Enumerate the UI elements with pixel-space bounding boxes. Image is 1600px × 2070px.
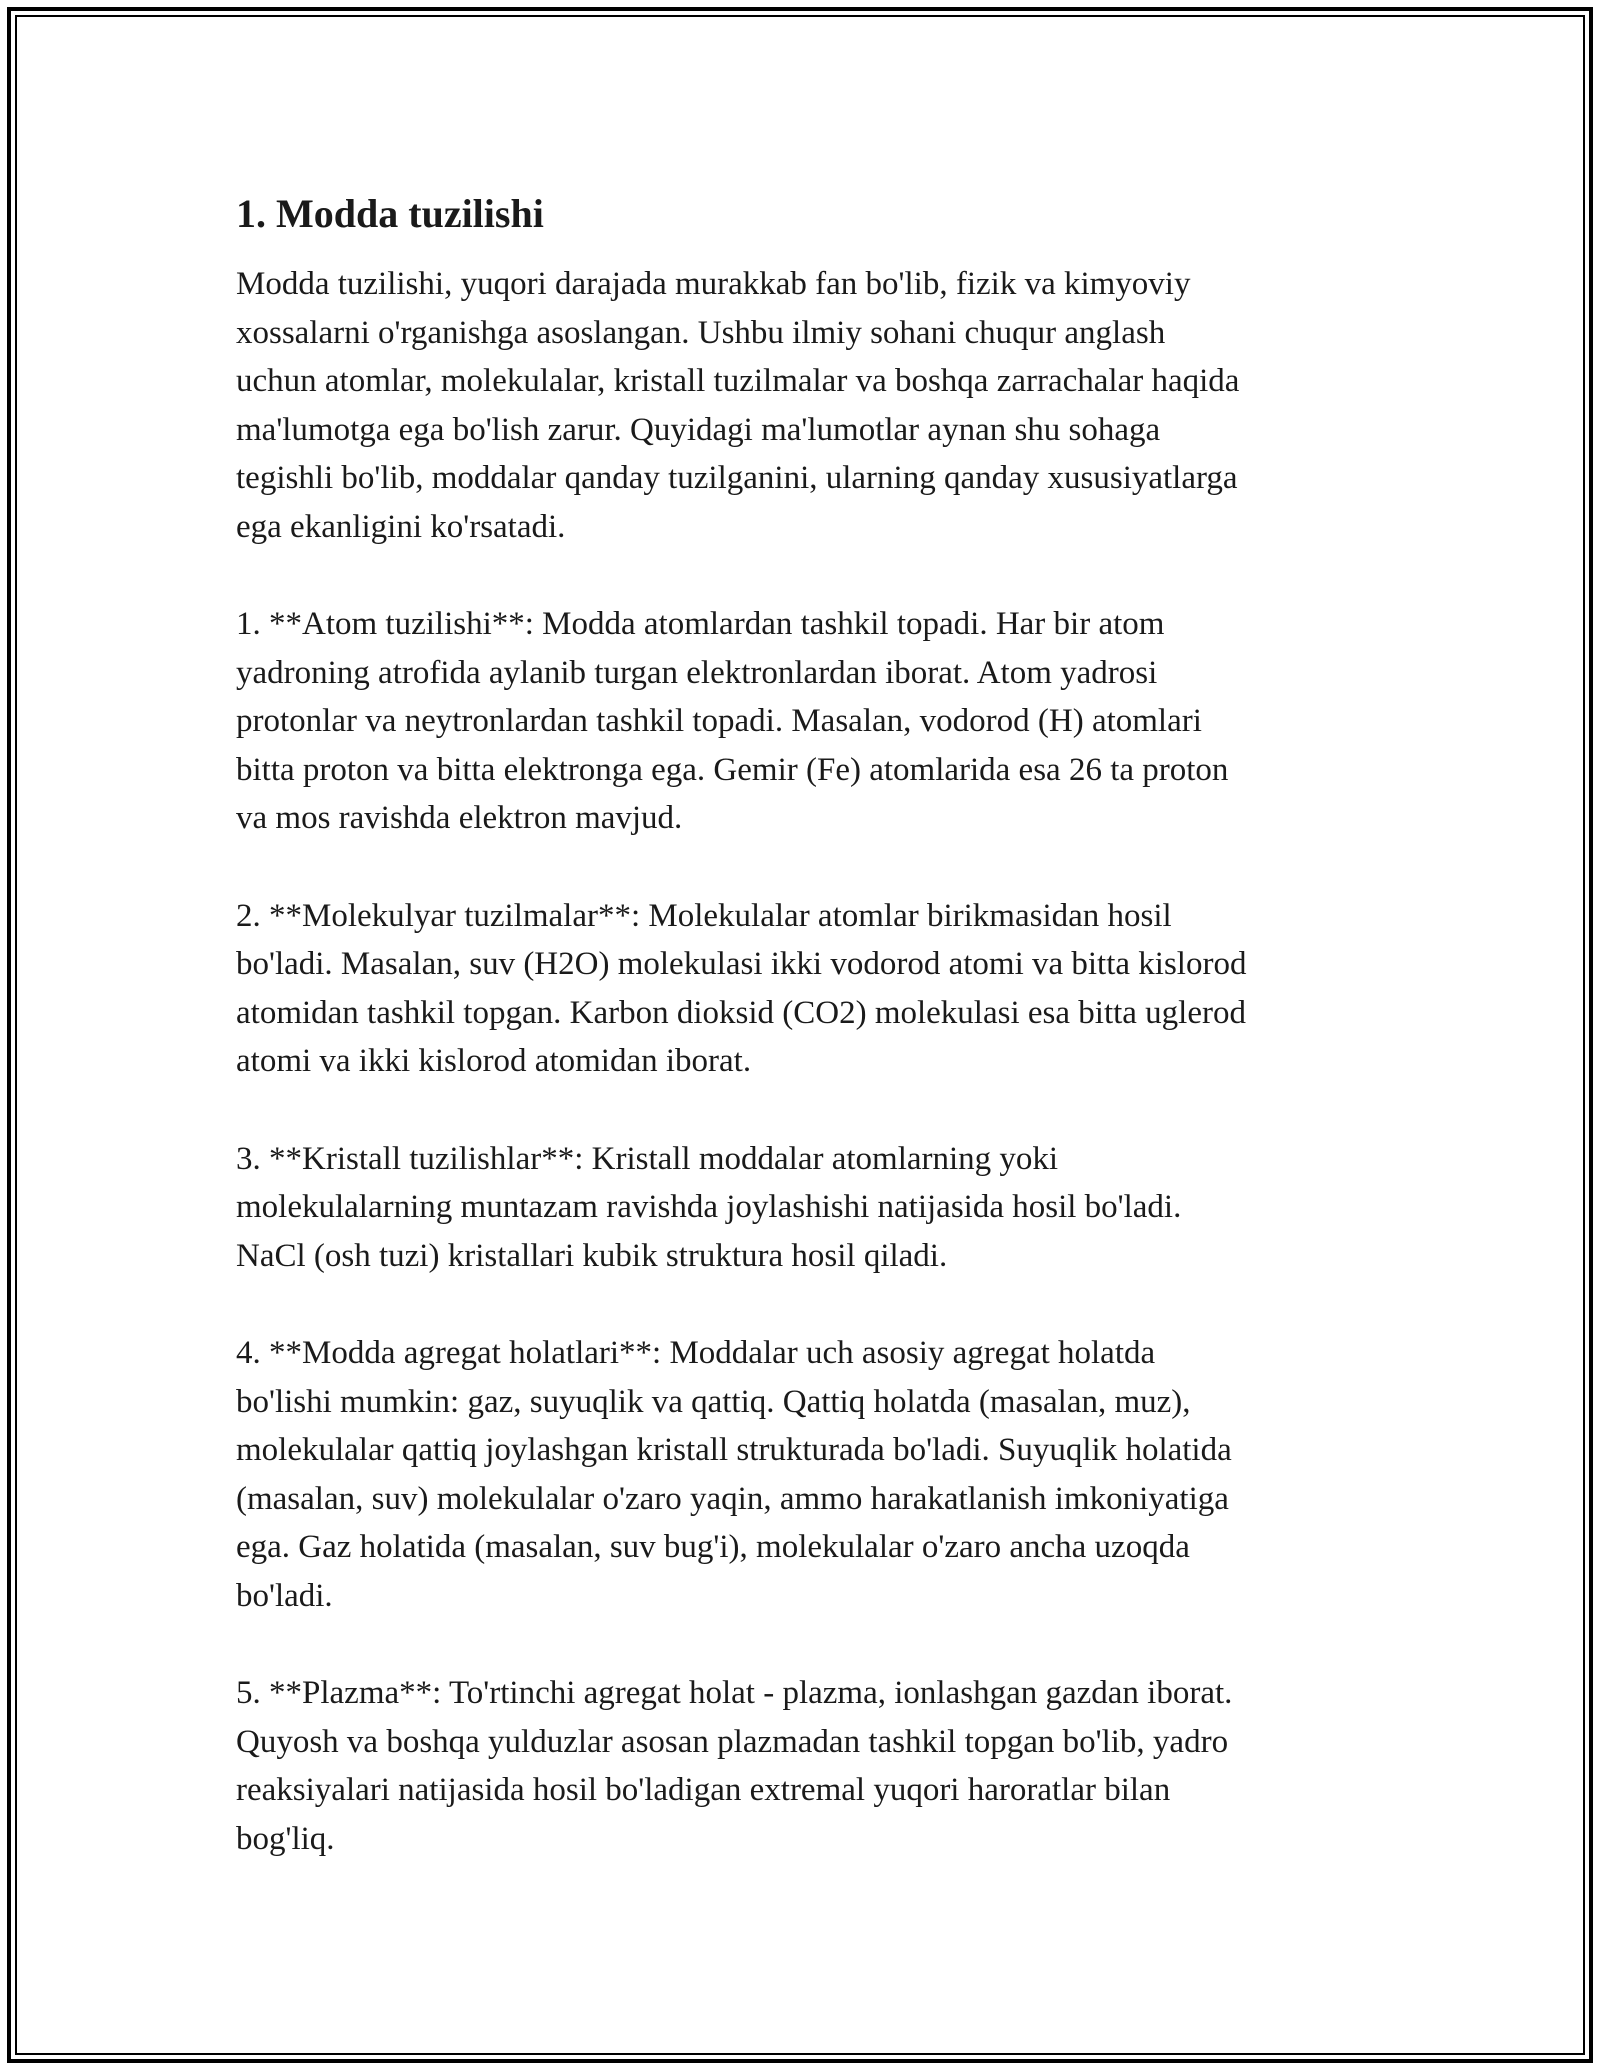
text-line: bo'ladi. (236, 1577, 333, 1614)
text-line: ega. Gaz holatida (masalan, suv bug'i), molekulalar o'zaro ancha uzoqda (236, 1529, 1190, 1565)
paragraph-intro (236, 260, 1386, 551)
text-line: bo'ladi. Masalan, suv (H2O) molekulasi ikki vodorod atomi va bitta kislorod (236, 946, 1247, 982)
text-line: va mos ravishda elektron mavjud. (236, 800, 683, 836)
text-line: uchun atomlar, molekulalar, kristall tuzilmalar va boshqa zarrachalar haqida (236, 363, 1240, 399)
text-line: 1. **Atom tuzilishi**: Modda atomlardan tashkil topadi. Har bir atom (236, 606, 1165, 642)
text-line: atomidan tashkil topgan. Karbon dioksid (CO2) molekulasi esa bitta uglerod (236, 994, 1246, 1031)
paragraph-atom-structure (236, 600, 1386, 843)
paragraph-molecular-structures (236, 892, 1386, 1086)
text-line: Quyosh va boshqa yulduzlar asosan plazmadan tashkil topgan bo'lib, yadro (236, 1723, 1229, 1760)
text-line: 5. **Plazma**: To'rtinchi agregat holat - plazma, ionlashgan gazdan iborat. (236, 1675, 1233, 1711)
text-line: 2. **Molekulyar tuzilmalar**: Molekulalar atomlar birikmasidan hosil (236, 897, 1172, 934)
text-line: ma'lumotga ega bo'lish zarur. Quyidagi ma'lumotlar aynan shu sohaga (236, 411, 1161, 448)
text-line: 4. **Modda agregat holatlari**: Moddalar uch asosiy agregat holatda (236, 1335, 1156, 1371)
paragraph-crystal-structures (236, 1135, 1386, 1281)
text-line: molekulalarning muntazam ravishda joylashishi natijasida hosil bo'ladi. (236, 1189, 1182, 1225)
document-heading: 1. Modda tuzilishi (236, 191, 544, 236)
document-body (236, 178, 1386, 1912)
text-line: bog'liq. (236, 1820, 335, 1857)
text-line: xossalarni o'rganishga asoslangan. Ushbu ilmiy sohani chuqur anglash (236, 314, 1166, 351)
text-line: tegishli bo'lib, moddalar qanday tuzilganini, ularning qanday xususiyatlarga (236, 460, 1238, 496)
text-line: atomi va ikki kislorod atomidan iborat. (236, 1043, 752, 1079)
text-line: (masalan, suv) molekulalar o'zaro yaqin, ammo harakatlanish imkoniyatiga (236, 1480, 1229, 1517)
text-line: reaksiyalari natijasida hosil bo'ladigan extremal yuqori haroratlar bilan (236, 1772, 1171, 1808)
text-line: NaCl (osh tuzi) kristallari kubik struktura hosil qiladi. (236, 1237, 948, 1274)
paragraph-plasma (236, 1669, 1386, 1863)
text-line: protonlar va neytronlardan tashkil topadi. Masalan, vodorod (H) atomlari (236, 703, 1202, 739)
text-line: bo'lishi mumkin: gaz, suyuqlik va qattiq. Qattiq holatda (masalan, muz), (236, 1383, 1191, 1420)
text-line: molekulalar qattiq joylashgan kristall strukturada bo'ladi. Suyuqlik holatida (236, 1432, 1232, 1468)
paragraph-states-of-matter (236, 1329, 1386, 1620)
text-line: Modda tuzilishi, yuqori darajada murakkab fan bo'lib, fizik va kimyoviy (236, 266, 1191, 302)
text-line: ega ekanligini ko'rsatadi. (236, 508, 566, 545)
text-line: 3. **Kristall tuzilishlar**: Kristall moddalar atomlarning yoki (236, 1140, 1059, 1177)
text-line: yadroning atrofida aylanib turgan elektronlardan iborat. Atom yadrosi (236, 654, 1158, 691)
text-line: bitta proton va bitta elektronga ega. Gemir (Fe) atomlarida esa 26 ta proton (236, 751, 1229, 788)
